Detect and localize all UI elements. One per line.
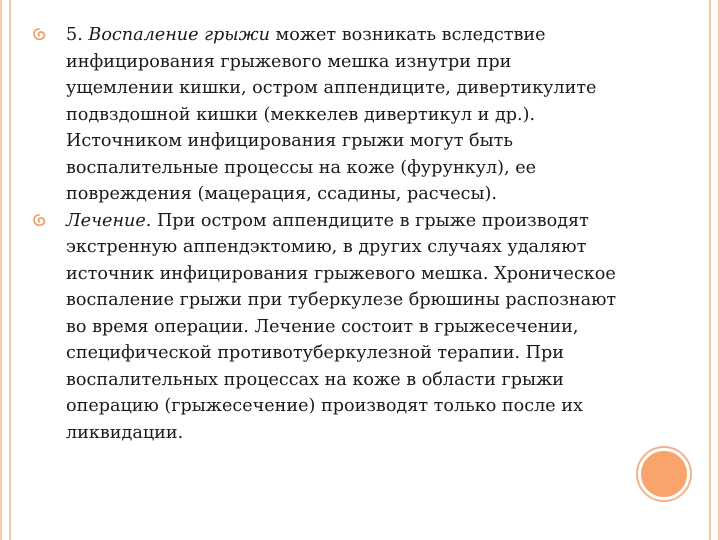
bullet-text: При остром аппендиците в грыже производят экстренную аппендэктомию, в других случаях удаляют источник инфицирования грыжевого мешка. Хроническое воспаление грыжи при туберкулезе брюшины распознают во время операции. Лечение состоит в грыжесечении, специфической противотуберкулезной терапии. При воспалительных процессах на коже в области грыжи операцию (грыжесечение) производят только после их ликвидации. bbox=[66, 210, 617, 443]
bullet-term: Лечение. bbox=[66, 210, 152, 231]
curl-bullet-icon bbox=[32, 28, 46, 42]
decorative-circle bbox=[638, 448, 690, 500]
bullet-item-treatment bbox=[32, 208, 622, 447]
bullet-number: 5. bbox=[66, 25, 89, 45]
slide-content bbox=[32, 22, 622, 446]
curl-bullet-icon bbox=[32, 214, 46, 228]
bullet-item-inflammation bbox=[32, 22, 622, 208]
bullet-term: Воспаление грыжи bbox=[88, 25, 270, 45]
bullet-text: может возникать вследствие инфицирования грыжевого мешка изнутри при ущемлении кишки, остром аппендиците, дивертикулите подвздошной кишки (меккелев дивертикул и др.). Источником инфицирования грыжи могут быть воспалительные процессы на коже (фурункул), ее повреждения (мацерация, ссадины, расчесы). bbox=[66, 25, 597, 204]
